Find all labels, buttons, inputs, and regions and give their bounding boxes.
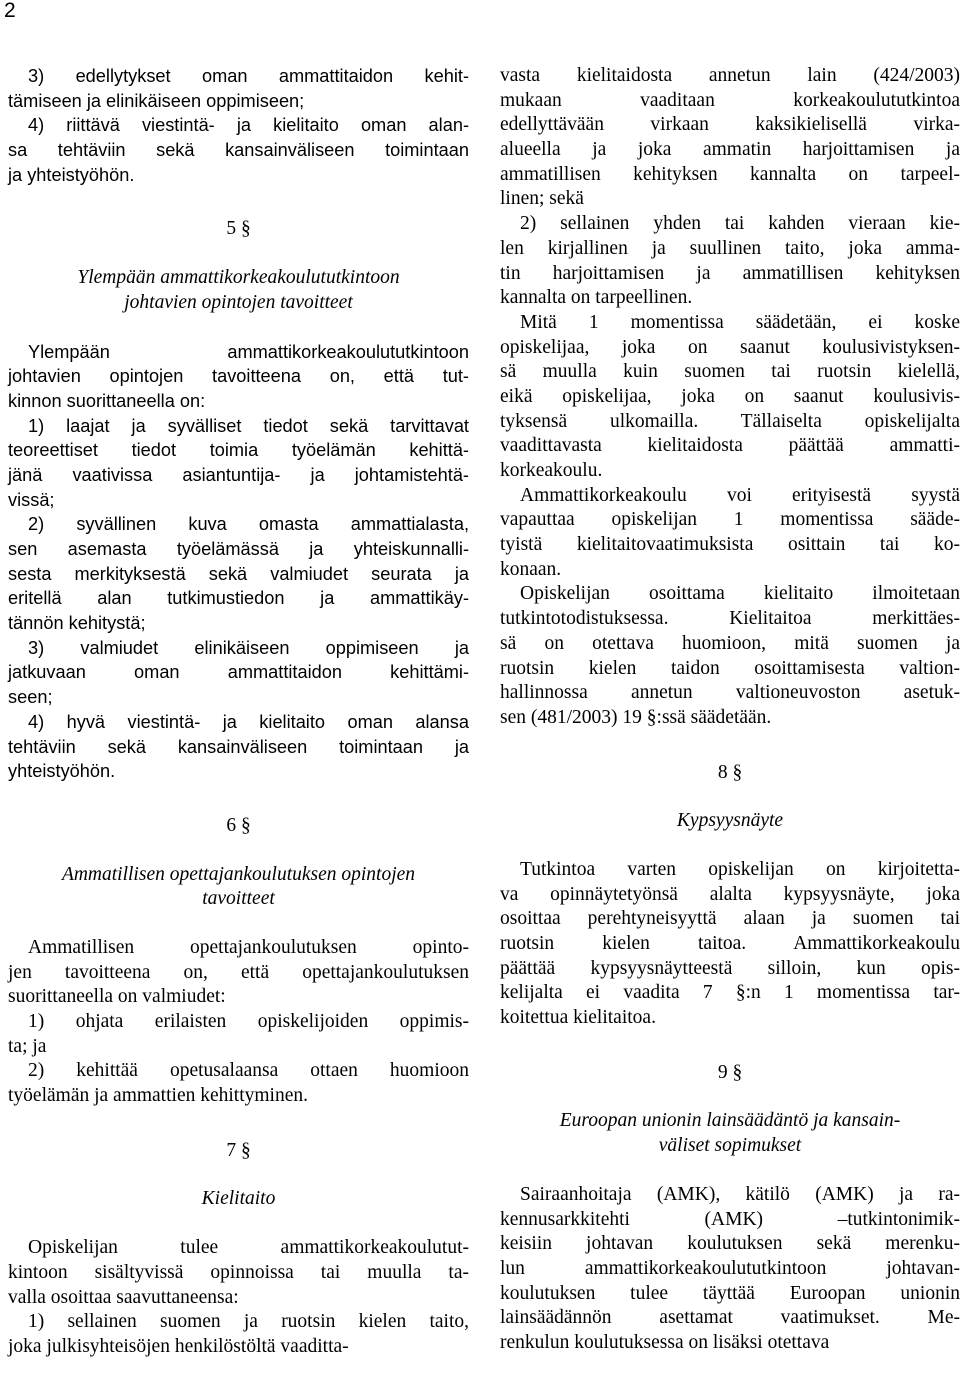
text-line: Ammatillisen opettajankoulutuksen opinto- [28, 936, 469, 958]
section-heading: Kielitaito [201, 1188, 276, 1210]
text-line: 3) edellytykset oman ammattitaidon kehit- [28, 66, 469, 86]
text-line: 1) laajat ja syvälliset tiedot sekä tarvittavat [28, 415, 469, 436]
text-line: 4) riittävä viestintä- ja kielitaito oman alan- [28, 115, 469, 136]
text-line: len kirjallinen ja suullinen taito, joka amma- [500, 237, 960, 259]
text-line: ta; ja [8, 1035, 47, 1057]
text-line: koulutuksen tulee täyttää Euroopan unionin [500, 1282, 960, 1304]
text-line: Tutkintoa varten opiskelijan on kirjoitetta- [520, 858, 960, 880]
text-line: sesta merkityksestä sekä valmiudet seurata ja [8, 563, 469, 584]
right-column [500, 64, 960, 1356]
text-line: tutkintotodistuksessa. Kielitaitoa merkittäes- [500, 608, 960, 630]
section-heading: Ammatillisen opettajankoulutuksen opintojen [61, 863, 416, 885]
text-line: sen asemasta työelämässä ja yhteiskunnalli- [8, 539, 469, 559]
text-line: johtavien opintojen tavoitteena on, että tut- [8, 366, 469, 387]
text-line: edellyttävään virkaan kaksikielisellä virka- [500, 114, 960, 136]
text-line: osoittaa perehtyneisyyttä alaan ja suomen tai [500, 908, 960, 930]
text-line: opiskelijaa, joka on saanut koulusivistyksen- [500, 336, 960, 358]
text-line: kannalta on tarpeellinen. [500, 287, 693, 309]
text-line: tyistä kielitaitovaatimuksista osittain tai ko- [500, 534, 960, 556]
text-line: ja yhteistyöhön. [8, 164, 135, 185]
text-line: kelijalta ei vaadita 7 §:n 1 momentissa tar- [500, 982, 960, 1004]
text-line: ruotsin kielen taitoa. Ammattikorkeakoulu [500, 933, 960, 954]
section-heading: Ylempään ammattikorkeakoulututkintoon [77, 267, 400, 289]
text-line: ammatillisen kehityksen kannalta on tarpeel- [500, 163, 960, 185]
section-heading: tavoitteet [202, 888, 275, 910]
text-line: lainsäädännön asettamat vaatimukset. Me- [500, 1307, 960, 1329]
text-line: ruotsin kielen taidon osoittamisesta valtion- [500, 657, 960, 679]
text-line: 2) kehittää opetusalaansa ottaen huomioon [28, 1060, 469, 1082]
text-line: eritellä alan tutkimustiedon ja ammattikäy- [8, 588, 469, 609]
section-number: 7 § [226, 1139, 251, 1161]
page-number: 2 [4, 0, 16, 22]
left-column [8, 64, 469, 1360]
text-line: vaadittavasta kielitaidosta päättää ammatti- [500, 435, 960, 457]
text-line: Opiskelijan osoittama kielitaito ilmoitetaan [520, 583, 960, 605]
text-line: työelämän ja ammattien kehittyminen. [8, 1085, 308, 1107]
text-line: 3) valmiudet elinikäiseen oppimiseen ja [28, 637, 469, 658]
section-heading: johtavien opintojen tavoitteet [124, 291, 353, 313]
text-line: Ylempään ammattikorkeakoulututkintoon [28, 341, 469, 362]
text-line: jänä vaativissa asiantuntija- ja johtamistehtä- [8, 464, 469, 485]
text-line: sa tehtäviin sekä kansainväliseen toimintaan [8, 140, 469, 161]
section-number: 8 § [717, 761, 743, 783]
text-line: mukaan vaaditaan korkeakoulututkintoa [500, 89, 960, 111]
text-line: 1) ohjata erilaisten opiskelijoiden oppimis- [28, 1011, 469, 1032]
text-line: jatkuvaan oman ammattitaidon kehittämi- [8, 662, 469, 683]
text-line: Opiskelijan tulee ammattikorkeakoulutut- [28, 1237, 469, 1259]
text-line: eikä opiskelijaa, joka on saanut koulusivis- [500, 385, 960, 407]
text-line: kinnon suorittaneella on: [8, 390, 206, 411]
section-number: 6 § [226, 814, 251, 836]
text-line: sen (481/2003) 19 §:ssä säädetään. [500, 706, 772, 728]
text-line: Ammattikorkeakoulu voi erityisestä syystä [520, 484, 960, 506]
text-line: tehtäviin sekä kansainväliseen toimintaan ja [8, 736, 469, 757]
text-line: hallinnossa annetun valtioneuvoston asetuk- [500, 682, 960, 704]
text-line: Mitä 1 momentissa säädetään, ei koske [520, 311, 960, 333]
text-line: valla osoittaa saavuttaneensa: [8, 1286, 239, 1308]
text-line: 2) syvällinen kuva omasta ammattialasta, [28, 514, 469, 535]
text-line: renkulun koulutuksessa on lisäksi otettava [500, 1331, 830, 1353]
text-line: 4) hyvä viestintä- ja kielitaito oman alansa [28, 711, 469, 732]
text-line: teoreettiset tiedot toimia työelämän kehittä- [8, 440, 469, 461]
text-line: 1) sellainen suomen ja ruotsin kielen taito, [28, 1311, 469, 1333]
text-line: sä muulla kuin suomen tai ruotsin kielellä, [500, 361, 960, 383]
text-line: tin harjoittamisen ja ammatillisen kehityksen [500, 262, 960, 284]
text-line: seen; [8, 687, 53, 708]
text-line: kennusarkkitehti (AMK) –tutkintonimik- [500, 1208, 960, 1230]
text-line: alueella ja joka ammatin harjoittamisen ja [500, 139, 960, 161]
section-heading: väliset sopimukset [658, 1135, 802, 1157]
text-line: suorittaneella on valmiudet: [8, 986, 226, 1008]
text-line: tännön kehitystä; [8, 613, 146, 634]
text-line: 2) sellainen yhden tai kahden vieraan kie- [520, 213, 960, 235]
text-line: sä on otettava huomioon, mitä suomen ja [500, 632, 960, 654]
text-line: korkeakoulu. [500, 460, 603, 481]
text-line: yhteistyöhön. [8, 761, 116, 782]
text-line: Sairaanhoitaja (AMK), kätilö (AMK) ja ra- [520, 1183, 960, 1205]
text-line: konaan. [500, 558, 562, 580]
text-line: vasta kielitaidosta annetun lain (424/2003) [500, 65, 960, 86]
section-number: 5 § [226, 218, 251, 240]
text-line: keisiin johtavan koulutuksen sekä merenku- [500, 1233, 960, 1255]
text-line: vapauttaa opiskelijan 1 momentissa sääde- [500, 509, 960, 531]
text-line: päättää kypsyysnäytteestä silloin, kun opis- [500, 957, 960, 979]
section-number: 9 § [717, 1061, 743, 1083]
text-line: linen; sekä [500, 188, 584, 210]
text-line: tämiseen ja elinikäiseen oppimiseen; [8, 90, 305, 111]
text-line: koitettua kielitaitoa. [500, 1007, 656, 1029]
text-line: va opinnäytetyönsä alalta kypsyysnäyte, joka [500, 883, 960, 905]
text-line: lun ammattikorkeakoulututkintoon johtavan- [500, 1257, 960, 1279]
text-line: kintoon sisältyvissä opinnoissa tai muulla ta- [8, 1261, 469, 1283]
section-heading: Euroopan unionin lainsäädäntö ja kansain- [559, 1110, 901, 1132]
text-line: tyksensä ulkomailla. Tällaiselta opiskelijalta [500, 410, 960, 432]
text-line: vissä; [8, 489, 55, 510]
text-line: jen tavoitteena on, että opettajankoulutuksen [8, 961, 469, 983]
text-line: joka julkisyhteisöjen henkilöstöltä vaaditta- [8, 1335, 349, 1357]
section-heading: Kypsyysnäyte [676, 810, 784, 832]
